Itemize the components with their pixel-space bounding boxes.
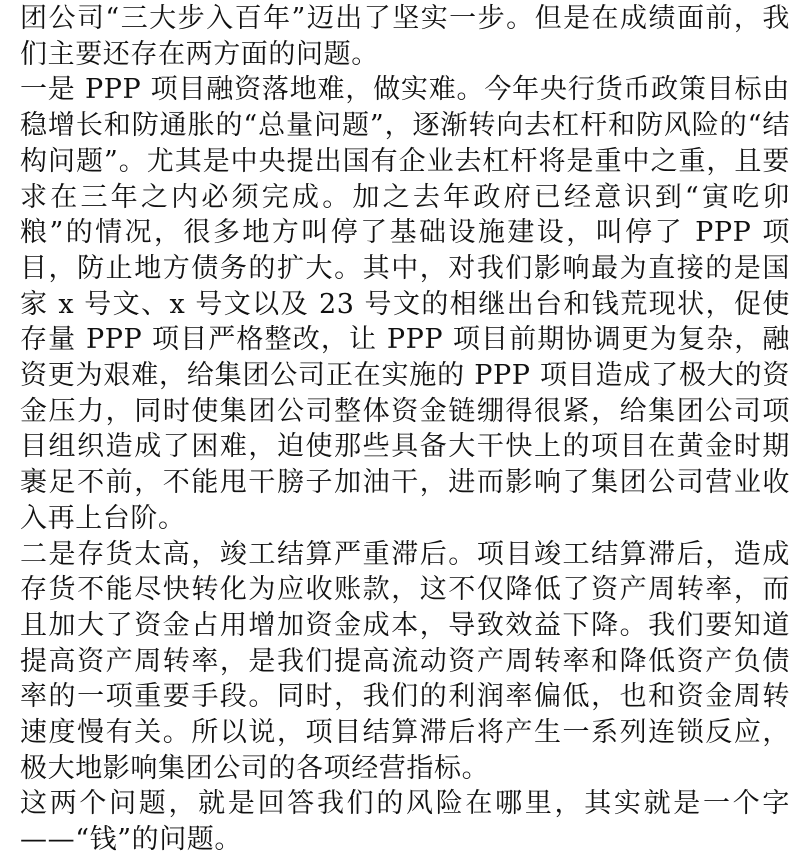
document-body <box>20 1 790 858</box>
paragraph-conclusion: 这两个问题，就是回答我们的风险在哪里，其实就是一个字——“钱”的问题。 <box>20 788 790 856</box>
paragraph-intro: 团公司“三大步入百年”迈出了坚实一步。但是在成绩面前，我们主要还存在两方面的问题。 <box>20 3 790 70</box>
paragraph-problem-one: 一是 PPP 项目融资落地难，做实难。今年央行货币政策目标由稳增长和防通胀的“总量问题”，逐渐转向去杠杆和防风险的“结构问题”。尤其是中央提出国有企业去杠杆将是重中之重，且要求在三年之内必须完成。加之去年政府已经意识到“寅吃卯粮”的情况，很多地方叫停了基础设施建设，叫停了 PPP 项目，防止地方债务的扩大。其中，对我们影响最为直接的是国家 x 号文、x 号文以及 23 号文的相继出台和钱荒现状，促使存量 PPP 项目严格整改，让 PPP 项目前期协调更为复杂，融资更为艰难，给集团公司正在实施的 PPP 项目造成了极大的资金压力，同时使集团公司整体资金链绷得很紧，给集团公司项目组织造成了困难，迫使那些具备大干快上的项目在黄金时期裹足不前，不能甩干膀子加油干，进而影响了集团公司营业收入再上台阶。 <box>20 74 790 534</box>
paragraph-problem-two: 二是存货太高，竣工结算严重滞后。项目竣工结算滞后，造成存货不能尽快转化为应收账款，这不仅降低了资产周转率，而且加大了资金占用增加资金成本，导致效益下降。我们要知道提高资产周转率，是我们提高流动资产周转率和降低资产负债率的一项重要手段。同时，我们的利润率偏低，也和资金周转速度慢有关。所以说，项目结算滞后将产生一系列连锁反应，极大地影响集团公司的各项经营指标。 <box>20 538 790 784</box>
